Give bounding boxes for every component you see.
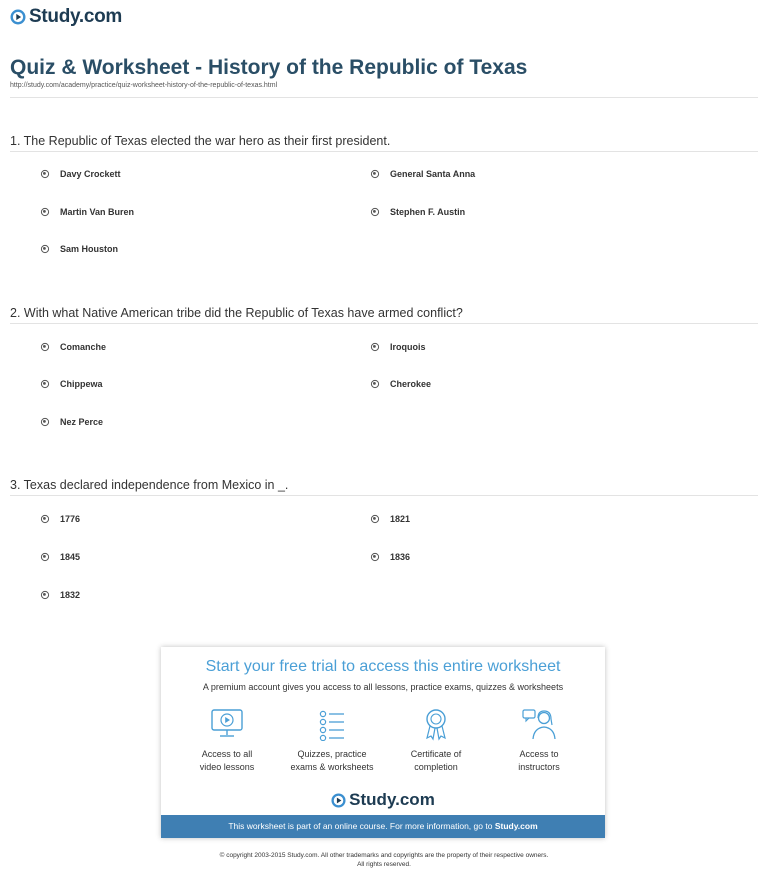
radio-icon[interactable] [40,207,50,217]
logo-text: Study.com [29,6,123,27]
option-1776[interactable] [40,514,80,524]
question-3: 3. Texas declared independence from Mexico in _. [10,478,289,492]
divider [10,97,758,98]
option-general-santa-anna[interactable] [370,169,475,179]
promo-logo-text: Study.com [349,790,435,809]
option-label: 1836 [390,552,411,562]
radio-icon[interactable] [40,169,50,179]
feature-label: Quizzes, practice exams & worksheets [290,749,374,772]
study-com-logo[interactable] [10,6,122,28]
page-url: http://study.com/academy/practice/quiz-worksheet-history-of-the-republic-of-texas.html [10,82,278,89]
option-label: 1821 [390,514,411,524]
radio-icon[interactable] [40,552,50,562]
feature-label: Access to all video lessons [199,749,255,772]
option-nez-perce[interactable] [40,417,103,427]
question-2: 2. With what Native American tribe did the Republic of Texas have armed conflict? [10,306,463,320]
certificate-icon [418,707,454,741]
study-com-play-icon [10,9,26,25]
radio-icon[interactable] [370,169,380,179]
option-cherokee[interactable] [370,379,431,389]
radio-icon[interactable] [40,379,50,389]
rights-text: All rights reserved. [357,861,411,868]
feature-instructors [484,707,594,774]
radio-icon[interactable] [40,417,50,427]
footer [0,851,768,869]
option-stephen-f-austin[interactable] [370,207,465,217]
option-label: General Santa Anna [390,169,476,179]
option-label: 1832 [60,590,81,600]
free-trial-promo [161,647,605,838]
option-comanche[interactable] [40,342,106,352]
divider [10,495,758,496]
promo-subtitle: A premium account gives you access to all lessons, practice exams, quizzes & worksheets [202,682,564,692]
radio-icon[interactable] [370,342,380,352]
radio-icon[interactable] [40,514,50,524]
feature-label: Access to instructors [518,749,560,772]
radio-icon[interactable] [40,590,50,600]
course-info-text: This worksheet is part of an online course. For more information, go to [228,821,495,831]
option-1832[interactable] [40,590,80,600]
feature-video-lessons [172,707,282,774]
divider [10,151,758,152]
option-label: 1845 [60,552,81,562]
radio-icon[interactable] [370,207,380,217]
option-label: Iroquois [390,342,426,352]
study-com-play-icon [331,793,346,808]
instructor-icon [521,707,557,741]
copyright-text: © copyright 2003-2015 Study.com. All other trademarks and copyrights are the property of their respective owners. [219,852,549,859]
option-label: Sam Houston [60,244,119,254]
option-iroquois[interactable] [370,342,426,352]
study-com-link[interactable]: Study.com [494,821,538,831]
feature-label: Certificate of completion [410,749,462,772]
option-1821[interactable] [370,514,410,524]
option-label: Stephen F. Austin [390,207,466,217]
question-1: 1. The Republic of Texas elected the war hero as their first president. [10,134,391,148]
option-martin-van-buren[interactable] [40,207,134,217]
radio-icon[interactable] [40,244,50,254]
video-lesson-icon [209,707,245,741]
option-chippewa[interactable] [40,379,103,389]
option-label: Chippewa [60,379,103,389]
course-info-bar [161,815,605,838]
option-label: Cherokee [390,379,432,389]
page-title: Quiz & Worksheet - History of the Republic of Texas [10,56,528,79]
radio-icon[interactable] [370,514,380,524]
promo-title[interactable]: Start your free trial to access this entire worksheet [205,658,561,675]
radio-icon[interactable] [370,379,380,389]
option-davy-crockett[interactable] [40,169,121,179]
option-label: Martin Van Buren [60,207,135,217]
option-label: 1776 [60,514,81,524]
promo-study-com-logo[interactable] [161,790,605,810]
option-label: Comanche [60,342,107,352]
divider [10,323,758,324]
option-1836[interactable] [370,552,410,562]
radio-icon[interactable] [40,342,50,352]
option-sam-houston[interactable] [40,244,118,254]
option-label: Davy Crockett [60,169,121,179]
radio-icon[interactable] [370,552,380,562]
feature-certificate [381,707,491,774]
feature-quizzes [277,707,387,774]
quiz-list-icon [314,707,350,741]
option-1845[interactable] [40,552,80,562]
option-label: Nez Perce [60,417,104,427]
